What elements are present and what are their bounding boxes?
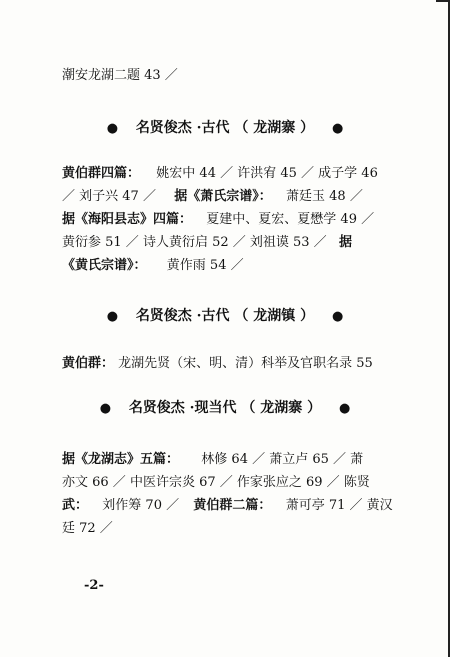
page-corner-line xyxy=(436,0,450,2)
source-label: 据《龙湖志》五篇： xyxy=(62,452,180,467)
toc-entries: 夏建中、夏宏、夏懋学 49 ／ xyxy=(206,212,375,227)
source-label: 据《萧氏宗谱》： xyxy=(174,189,272,204)
toc-entries: 林修 64 ／ 萧立卢 65 ／ 萧 xyxy=(201,452,364,467)
toc-entries: 黄作雨 54 ／ xyxy=(166,258,244,273)
toc-line xyxy=(62,473,418,493)
toc-line xyxy=(62,210,418,230)
toc-line xyxy=(62,233,418,253)
author-label: 黄伯群： xyxy=(62,356,115,371)
section-heading-text: 名贤俊杰 ·古代 （ 龙湖寨 ） xyxy=(135,120,315,136)
toc-entries: 萧可亭 71 ／ 黄汉 xyxy=(285,498,393,513)
section-heading-text: 名贤俊杰 ·古代 （ 龙湖镇 ） xyxy=(135,308,315,324)
section-heading-modern-longhu-village xyxy=(0,398,450,419)
source-label: 《黄氏宗谱》： xyxy=(62,258,147,273)
toc-entries: 亦文 66 ／ 中医许宗炎 67 ／ 作家张应之 69 ／ 陈贤 xyxy=(62,475,370,490)
toc-entries: 龙湖先贤（宋、明、清）科举及官职名录 55 xyxy=(118,356,373,371)
section-heading-text: 名贤俊杰 ·现当代 （ 龙湖寨 ） xyxy=(128,400,322,416)
toc-line xyxy=(62,450,418,470)
toc-entries: 黄衍参 51 ／ 诗人黄衍启 52 ／ 刘祖谟 53 ／ xyxy=(62,235,327,250)
source-label: 据《海阳县志》四篇： xyxy=(62,212,193,227)
toc-entries: 姚宏中 44 ／ 许洪宥 45 ／ 成子学 46 xyxy=(156,166,378,181)
toc-entries: ／ 刘子兴 47 ／ xyxy=(62,189,156,204)
toc-entries: 萧廷玉 48 ／ xyxy=(286,189,363,204)
toc-entry-longhu-two-topics: 潮安龙湖二题 43 ／ xyxy=(62,68,178,83)
bullet-icon: ● xyxy=(331,121,344,136)
toc-line xyxy=(62,256,418,276)
source-label: 据 xyxy=(338,235,352,250)
bullet-icon: ● xyxy=(106,121,119,136)
section-heading-ancient-longhu-village xyxy=(0,118,450,139)
author-label: 武： xyxy=(62,498,89,513)
author-label: 黄伯群二篇： xyxy=(193,498,272,513)
toc-line xyxy=(62,187,418,207)
toc-line xyxy=(62,164,418,184)
toc-entries: 廷 72 ／ xyxy=(62,521,113,536)
toc-line xyxy=(62,519,418,539)
page-number: -2- xyxy=(84,578,104,593)
toc-line xyxy=(62,496,418,516)
section-heading-ancient-longhu-town xyxy=(0,306,450,327)
toc-line xyxy=(62,354,418,374)
bullet-icon: ● xyxy=(99,401,112,416)
author-label: 黄伯群四篇： xyxy=(62,166,141,181)
bullet-icon: ● xyxy=(106,309,119,324)
bullet-icon: ● xyxy=(338,401,351,416)
toc-entries: 刘作筹 70 ／ xyxy=(102,498,180,513)
bullet-icon: ● xyxy=(331,309,344,324)
